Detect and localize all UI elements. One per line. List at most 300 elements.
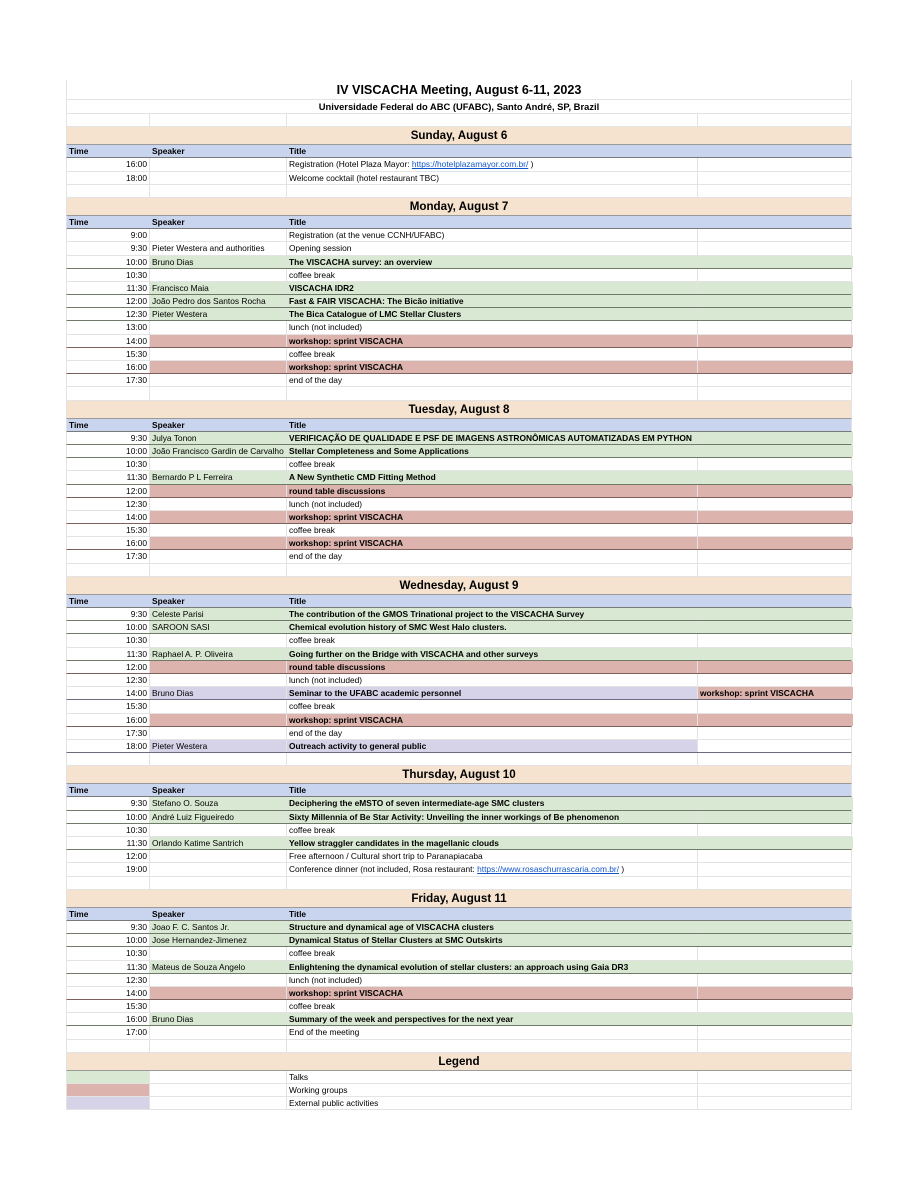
- schedule-row: [66, 269, 852, 282]
- session-time: 16:00: [126, 714, 147, 725]
- empty-cell: [697, 608, 853, 620]
- empty-cell: [697, 1097, 853, 1109]
- schedule-row: [66, 256, 852, 269]
- session-title: A New Synthetic CMD Fitting Method: [286, 471, 697, 483]
- session-title: Yellow straggler candidates in the magellanic clouds: [286, 837, 697, 849]
- empty-cell: [149, 1040, 286, 1052]
- session-title: Welcome cocktail (hotel restaurant TBC): [286, 172, 697, 184]
- empty-cell: [149, 114, 286, 126]
- session-speaker: Pieter Westera and authorities: [149, 242, 286, 254]
- session-speaker: [149, 321, 286, 333]
- session-time: 10:00: [126, 622, 147, 633]
- schedule-row: [66, 608, 852, 621]
- day-heading: Thursday, August 10: [402, 768, 516, 782]
- empty-cell: [697, 172, 853, 184]
- page-subtitle: Universidade Federal do ABC (UFABC), Santo André, SP, Brazil: [318, 101, 600, 112]
- column-header-time: Time: [69, 419, 89, 430]
- session-title: Opening session: [286, 242, 697, 254]
- empty-cell: [697, 1084, 853, 1096]
- day-heading-row: [66, 766, 852, 784]
- session-speaker: André Luiz Figueiredo: [149, 811, 286, 823]
- session-speaker: [149, 172, 286, 184]
- session-title: Structure and dynamical age of VISCACHA clusters: [286, 921, 697, 933]
- spacer-row: [66, 114, 852, 127]
- spacer-row: [66, 387, 852, 400]
- empty-cell: [149, 1084, 286, 1096]
- session-speaker: Bruno Dias: [149, 256, 286, 268]
- empty-cell: [697, 485, 853, 497]
- session-title: coffee break: [286, 269, 697, 281]
- legend-swatch: [67, 1084, 149, 1096]
- session-speaker: Mateus de Souza Angelo: [149, 961, 286, 973]
- day-heading: Sunday, August 6: [410, 129, 508, 143]
- empty-cell: [697, 674, 853, 686]
- session-title: end of the day: [286, 550, 697, 562]
- legend-row: [66, 1084, 852, 1097]
- session-title: Deciphering the eMSTO of seven intermediate-age SMC clusters: [286, 797, 697, 809]
- schedule-row: [66, 282, 852, 295]
- column-header-title: Title: [286, 784, 697, 796]
- session-speaker: [149, 524, 286, 536]
- session-time: 15:30: [126, 348, 147, 359]
- spacer-row: [66, 1040, 852, 1053]
- column-header-title: Title: [286, 145, 697, 157]
- session-link[interactable]: https://hotelplazamayor.com.br/: [411, 159, 529, 170]
- session-speaker: [149, 714, 286, 726]
- schedule-row: [66, 634, 852, 647]
- session-title: Enlightening the dynamical evolution of stellar clusters: an approach using Gaia DR3: [286, 961, 697, 973]
- session-speaker: SAROON SASI: [149, 621, 286, 633]
- schedule-row: [66, 172, 852, 185]
- schedule-row: [66, 714, 852, 727]
- session-time: 9:30: [130, 243, 147, 254]
- legend-heading: Legend: [438, 1054, 480, 1068]
- empty-cell: [697, 550, 853, 562]
- session-speaker: [149, 987, 286, 999]
- empty-cell: [149, 877, 286, 889]
- empty-cell: [697, 1013, 853, 1025]
- schedule-row: [66, 361, 852, 374]
- session-time: 14:00: [126, 688, 147, 699]
- session-title: The Bica Catalogue of LMC Stellar Clusters: [286, 308, 697, 320]
- schedule-row: [66, 308, 852, 321]
- column-header-speaker: Speaker: [149, 595, 286, 607]
- column-header-time: Time: [69, 595, 89, 606]
- empty-cell: [149, 1097, 286, 1109]
- schedule-row: [66, 661, 852, 674]
- title-row: [66, 80, 852, 100]
- session-title: coffee break: [286, 348, 697, 360]
- empty-cell: [697, 282, 853, 294]
- schedule-row: [66, 485, 852, 498]
- schedule-row: [66, 811, 852, 824]
- session-speaker: Francisco Maia: [149, 282, 286, 294]
- session-time: 10:30: [126, 459, 147, 470]
- session-time: 11:30: [126, 648, 147, 659]
- empty-cell: [697, 361, 853, 373]
- empty-cell: [697, 335, 853, 347]
- schedule-row: [66, 621, 852, 634]
- session-time: 10:30: [126, 635, 147, 646]
- session-time: 17:30: [126, 727, 147, 738]
- session-title: VERIFICAÇÃO DE QUALIDADE E PSF DE IMAGENS ASTRONÔMICAS AUTOMATIZADAS EM PYTHON: [286, 432, 697, 444]
- schedule-row: [66, 348, 852, 361]
- session-title: Outreach activity to general public: [286, 740, 697, 752]
- column-header-speaker: Speaker: [149, 216, 286, 228]
- empty-cell: [149, 1071, 286, 1083]
- legend-swatch: [67, 1097, 149, 1109]
- empty-cell: [697, 432, 853, 444]
- session-time: 12:00: [126, 296, 147, 307]
- session-title: Summary of the week and perspectives for the next year: [286, 1013, 697, 1025]
- session-title: coffee break: [286, 634, 697, 646]
- session-title: Free afternoon / Cultural short trip to Paranapiacaba: [286, 850, 697, 862]
- session-title: end of the day: [286, 727, 697, 739]
- empty-cell: [697, 661, 853, 673]
- empty-cell: [697, 229, 853, 241]
- session-time: 16:00: [126, 159, 147, 170]
- session-time: 12:30: [126, 974, 147, 985]
- session-title: Dynamical Status of Stellar Clusters at SMC Outskirts: [286, 934, 697, 946]
- day-heading: Monday, August 7: [409, 199, 509, 213]
- session-title: lunch (not included): [286, 321, 697, 333]
- empty-cell: [697, 158, 853, 170]
- session-time: 12:30: [126, 674, 147, 685]
- empty-cell: [697, 1026, 853, 1038]
- session-speaker: [149, 863, 286, 875]
- session-time: 18:00: [126, 740, 147, 751]
- session-time: 16:00: [126, 362, 147, 372]
- empty-cell: [697, 1000, 853, 1012]
- session-time: 12:00: [126, 661, 147, 672]
- schedule-row: [66, 700, 852, 713]
- session-speaker: [149, 269, 286, 281]
- schedule-body: [66, 114, 852, 1110]
- spacer-row: [66, 753, 852, 766]
- session-time: 15:30: [126, 525, 147, 536]
- session-speaker: [149, 727, 286, 739]
- empty-cell: [286, 877, 697, 889]
- empty-cell: [697, 1071, 853, 1083]
- session-time: 15:30: [126, 701, 147, 712]
- session-title-suffix: ): [528, 159, 534, 170]
- session-title: workshop: sprint VISCACHA: [286, 361, 697, 373]
- schedule-row: [66, 961, 852, 974]
- session-link[interactable]: https://www.rosaschurrascaria.com.br/: [477, 864, 620, 875]
- column-header-speaker: Speaker: [149, 784, 286, 796]
- empty-cell: [697, 295, 853, 307]
- session-title: Sixty Millennia of Be Star Activity: Unveiling the inner workings of Be phenomenon: [286, 811, 697, 823]
- session-time: 19:00: [126, 864, 147, 875]
- session-time: 15:30: [126, 1001, 147, 1012]
- schedule-row: [66, 445, 852, 458]
- empty-cell: [697, 714, 853, 726]
- session-time: 10:30: [126, 269, 147, 280]
- empty-cell: [697, 321, 853, 333]
- schedule-row: [66, 687, 852, 700]
- session-speaker: [149, 348, 286, 360]
- column-header-speaker: Speaker: [149, 908, 286, 920]
- session-title: workshop: sprint VISCACHA: [286, 987, 697, 999]
- column-header-row: [66, 908, 852, 921]
- empty-cell: [697, 348, 853, 360]
- schedule-row: [66, 797, 852, 810]
- schedule-row: [66, 498, 852, 511]
- session-speaker: Orlando Katime Santrich: [149, 837, 286, 849]
- session-title: Seminar to the UFABC academic personnel: [286, 687, 697, 699]
- session-speaker: [149, 158, 286, 170]
- session-time: 12:00: [126, 485, 147, 496]
- parallel-session-title: workshop: sprint VISCACHA: [697, 687, 853, 699]
- session-speaker: [149, 947, 286, 959]
- schedule-row: [66, 471, 852, 484]
- session-speaker: [149, 674, 286, 686]
- empty-cell: [697, 987, 853, 999]
- session-speaker: [149, 1026, 286, 1038]
- column-header-time: Time: [69, 785, 89, 796]
- session-speaker: [149, 661, 286, 673]
- session-speaker: [149, 511, 286, 523]
- session-title: VISCACHA IDR2: [286, 282, 697, 294]
- page-title: IV VISCACHA Meeting, August 6-11, 2023: [336, 83, 582, 97]
- empty-cell: [697, 811, 853, 823]
- session-title: coffee break: [286, 947, 697, 959]
- session-title: workshop: sprint VISCACHA: [286, 511, 697, 523]
- session-time: 17:00: [126, 1027, 147, 1038]
- session-speaker: [149, 850, 286, 862]
- session-time: 12:00: [126, 851, 147, 862]
- schedule-row: [66, 921, 852, 934]
- schedule-row: [66, 374, 852, 387]
- session-speaker: [149, 550, 286, 562]
- session-title: coffee break: [286, 1000, 697, 1012]
- session-speaker: [149, 824, 286, 836]
- empty-cell: [286, 753, 697, 765]
- session-speaker: [149, 537, 286, 549]
- empty-cell: [697, 753, 853, 765]
- session-time: 9:00: [130, 230, 147, 241]
- column-header-title: Title: [286, 595, 697, 607]
- schedule-row: [66, 158, 852, 171]
- day-heading-row: [66, 127, 852, 145]
- empty-cell: [149, 387, 286, 399]
- empty-cell: [697, 511, 853, 523]
- empty-cell: [697, 850, 853, 862]
- session-speaker: Pieter Westera: [149, 740, 286, 752]
- schedule-row: [66, 727, 852, 740]
- schedule-row: [66, 537, 852, 550]
- schedule-row: [66, 850, 852, 863]
- empty-cell: [697, 837, 853, 849]
- empty-cell: [697, 564, 853, 576]
- session-speaker: [149, 458, 286, 470]
- empty-cell: [697, 498, 853, 510]
- schedule-row: [66, 432, 852, 445]
- empty-cell: [286, 564, 697, 576]
- schedule-row: [66, 934, 852, 947]
- day-heading: Wednesday, August 9: [399, 578, 519, 592]
- schedule-row: [66, 458, 852, 471]
- session-speaker: [149, 485, 286, 497]
- empty-cell: [697, 797, 853, 809]
- empty-cell: [697, 269, 853, 281]
- session-speaker: [149, 634, 286, 646]
- schedule-row: [66, 242, 852, 255]
- session-speaker: Celeste Parisi: [149, 608, 286, 620]
- empty-cell: [697, 740, 853, 752]
- session-time: 10:00: [126, 935, 147, 946]
- empty-cell: [697, 648, 853, 660]
- empty-cell: [697, 921, 853, 933]
- column-header-title: Title: [286, 216, 697, 228]
- session-speaker: Stefano O. Souza: [149, 797, 286, 809]
- session-time: 14:00: [126, 335, 147, 346]
- session-time: 10:00: [126, 445, 147, 456]
- session-title: workshop: sprint VISCACHA: [286, 537, 697, 549]
- empty-cell: [697, 114, 853, 126]
- session-title-suffix: ): [619, 864, 625, 875]
- schedule-row: [66, 947, 852, 960]
- schedule-row: [66, 335, 852, 348]
- legend-row: [66, 1071, 852, 1084]
- session-time: 10:30: [126, 948, 147, 959]
- session-speaker: Bruno Dias: [149, 1013, 286, 1025]
- session-title: coffee break: [286, 700, 697, 712]
- empty-cell: [697, 634, 853, 646]
- schedule-row: [66, 974, 852, 987]
- schedule-row: [66, 674, 852, 687]
- empty-cell: [149, 185, 286, 197]
- session-time: 11:30: [126, 961, 147, 972]
- schedule-row: [66, 987, 852, 1000]
- session-time: 9:30: [130, 798, 147, 809]
- empty-cell: [697, 445, 853, 457]
- session-time: 14:00: [126, 511, 147, 522]
- empty-cell: [697, 863, 853, 875]
- session-title: workshop: sprint VISCACHA: [286, 335, 697, 347]
- schedule-row: [66, 295, 852, 308]
- session-title: lunch (not included): [286, 974, 697, 986]
- empty-cell: [697, 308, 853, 320]
- subtitle-row: [66, 100, 852, 114]
- empty-cell: [697, 185, 853, 197]
- session-speaker: [149, 974, 286, 986]
- empty-cell: [697, 824, 853, 836]
- session-title-text: Conference dinner (not included, Rosa restaurant:: [289, 864, 478, 875]
- session-time: 13:00: [126, 322, 147, 333]
- empty-cell: [149, 753, 286, 765]
- schedule-row: [66, 1026, 852, 1039]
- spacer-row: [66, 877, 852, 890]
- day-heading-row: [66, 401, 852, 419]
- column-header-speaker: Speaker: [149, 419, 286, 431]
- day-heading: Friday, August 11: [411, 891, 507, 905]
- empty-cell: [697, 1040, 853, 1052]
- empty-cell: [697, 374, 853, 386]
- session-time: 10:00: [126, 811, 147, 822]
- empty-cell: [697, 877, 853, 889]
- column-header-row: [66, 145, 852, 158]
- legend-label: External public activities: [286, 1097, 697, 1109]
- session-speaker: Pieter Westera: [149, 308, 286, 320]
- session-title: lunch (not included): [286, 498, 697, 510]
- column-header-time: Time: [69, 146, 89, 157]
- session-title: end of the day: [286, 374, 697, 386]
- session-title: coffee break: [286, 524, 697, 536]
- empty-cell: [697, 242, 853, 254]
- session-speaker: [149, 374, 286, 386]
- legend-row: [66, 1097, 852, 1110]
- schedule-row: [66, 740, 852, 753]
- column-header-row: [66, 419, 852, 432]
- day-heading-row: [66, 198, 852, 216]
- empty-cell: [149, 564, 286, 576]
- session-title: Going further on the Bridge with VISCACHA and other surveys: [286, 648, 697, 660]
- session-title: [286, 158, 697, 170]
- spacer-row: [66, 564, 852, 577]
- session-title: Stellar Completeness and Some Applications: [286, 445, 697, 457]
- session-title: The contribution of the GMOS Trinational project to the VISCACHA Survey: [286, 608, 697, 620]
- empty-cell: [697, 458, 853, 470]
- day-heading-row: [66, 890, 852, 908]
- session-title: round table discussions: [286, 485, 697, 497]
- schedule-row: [66, 837, 852, 850]
- schedule-sheet: [66, 80, 852, 1110]
- session-time: 17:30: [126, 375, 147, 386]
- schedule-row: [66, 550, 852, 563]
- schedule-row: [66, 229, 852, 242]
- session-speaker: Joao F. C. Santos Jr.: [149, 921, 286, 933]
- session-title: Fast & FAIR VISCACHA: The Bicão initiative: [286, 295, 697, 307]
- session-speaker: [149, 498, 286, 510]
- empty-cell: [697, 974, 853, 986]
- empty-cell: [697, 700, 853, 712]
- schedule-row: [66, 524, 852, 537]
- session-speaker: [149, 1000, 286, 1012]
- session-time: 11:30: [126, 282, 147, 293]
- empty-cell: [697, 471, 853, 483]
- session-speaker: João Pedro dos Santos Rocha: [149, 295, 286, 307]
- session-title: round table discussions: [286, 661, 697, 673]
- schedule-row: [66, 824, 852, 837]
- session-title-text: Registration (Hotel Plaza Mayor:: [289, 159, 412, 170]
- column-header-row: [66, 784, 852, 797]
- empty-cell: [286, 387, 697, 399]
- column-header-title: Title: [286, 419, 697, 431]
- session-speaker: [149, 229, 286, 241]
- session-time: 12:30: [126, 309, 147, 320]
- empty-cell: [697, 961, 853, 973]
- legend-heading-row: [66, 1053, 852, 1071]
- column-header-time: Time: [69, 216, 89, 227]
- empty-cell: [286, 185, 697, 197]
- session-title: Registration (at the venue CCNH/UFABC): [286, 229, 697, 241]
- column-header-row: [66, 595, 852, 608]
- session-speaker: [149, 700, 286, 712]
- empty-cell: [697, 934, 853, 946]
- session-time: 16:00: [126, 1014, 147, 1025]
- empty-cell: [697, 256, 853, 268]
- schedule-row: [66, 1013, 852, 1026]
- session-time: 17:30: [126, 551, 147, 562]
- empty-cell: [697, 621, 853, 633]
- session-title: End of the meeting: [286, 1026, 697, 1038]
- session-time: 16:00: [126, 538, 147, 549]
- session-time: 10:30: [126, 824, 147, 835]
- session-time: 12:30: [126, 498, 147, 509]
- session-speaker: Julya Tonon: [149, 432, 286, 444]
- day-heading: Tuesday, August 8: [408, 402, 510, 416]
